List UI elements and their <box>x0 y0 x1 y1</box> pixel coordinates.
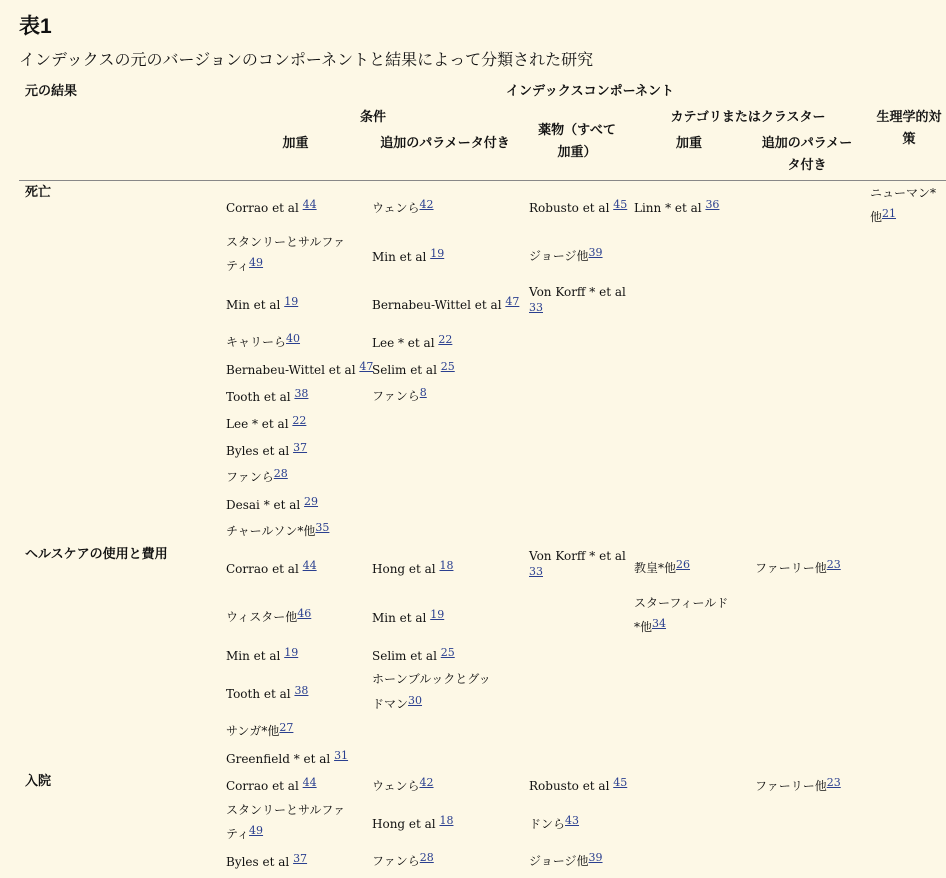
citation: キャリーら40 <box>226 332 301 349</box>
citation: Byles et al 37 <box>226 852 308 869</box>
citation: ファンら28 <box>226 467 288 484</box>
citation: Von Korff * et al <box>529 285 626 299</box>
ref-link[interactable]: 45 <box>613 198 628 211</box>
ref-link[interactable]: 38 <box>294 684 309 697</box>
citation: Min et al 19 <box>226 646 299 663</box>
header-category-weighted: 加重 <box>675 136 702 151</box>
ref-link[interactable]: 36 <box>705 198 720 211</box>
ref-link[interactable]: 37 <box>293 441 308 454</box>
ref-link[interactable]: 44 <box>302 198 317 211</box>
group-healthcare: ヘルスケアの使用と費用 <box>25 547 168 562</box>
citation: ウィスター他46 <box>226 607 312 624</box>
citation: Min et al 19 <box>372 247 445 264</box>
ref-link[interactable]: 19 <box>430 608 445 621</box>
header-drugs-2: 加重） <box>557 145 597 160</box>
ref-link[interactable]: 23 <box>826 558 841 571</box>
citation: ニューマン* <box>870 186 937 200</box>
ref-link[interactable]: 35 <box>315 521 330 534</box>
ref-link[interactable]: 30 <box>408 694 423 707</box>
ref-link[interactable]: 29 <box>304 495 319 508</box>
ref-link[interactable]: 47 <box>359 360 374 373</box>
ref-link[interactable]: 49 <box>249 824 264 837</box>
ref-link[interactable]: 33 <box>529 565 543 578</box>
citation: ファンら28 <box>372 851 434 868</box>
ref-link[interactable]: 31 <box>334 749 349 762</box>
citation: ファーリー他23 <box>755 776 841 793</box>
header-outcome: 元の結果 <box>25 84 78 99</box>
ref-link[interactable]: 43 <box>565 814 580 827</box>
citation: 他21 <box>870 207 897 224</box>
header-physiological-2: 策 <box>902 132 916 147</box>
ref-link[interactable]: 42 <box>419 776 434 789</box>
citation: Selim et al 25 <box>372 646 455 663</box>
citation: Linn * et al 36 <box>634 198 720 215</box>
citation: *他34 <box>634 617 667 634</box>
ref-link[interactable]: 44 <box>302 559 317 572</box>
ref-link[interactable]: 25 <box>440 646 455 659</box>
ref-link[interactable]: 34 <box>652 617 667 630</box>
ref-link[interactable]: 38 <box>294 387 309 400</box>
ref-link[interactable]: 22 <box>438 333 453 346</box>
ref-link[interactable]: 49 <box>249 256 264 269</box>
citation: ウェンら42 <box>372 776 434 793</box>
citation: ジョージ他39 <box>529 246 603 263</box>
citation: ファーリー他23 <box>755 558 841 575</box>
citation: Corrao et al 44 <box>226 559 317 576</box>
citation <box>529 562 543 581</box>
citation: Hong et al 18 <box>372 814 454 831</box>
header-physiological: 生理学的対 <box>876 110 942 125</box>
ref-link[interactable]: 47 <box>505 295 520 308</box>
citation: Lee * et al 22 <box>226 414 307 431</box>
citation: Tooth et al 38 <box>226 684 309 701</box>
citation: Greenfield * et al 31 <box>226 749 349 766</box>
ref-link[interactable]: 37 <box>293 852 308 865</box>
ref-link[interactable]: 33 <box>529 301 543 314</box>
ref-link[interactable]: 27 <box>279 721 294 734</box>
header-divider <box>19 180 946 181</box>
citation: スターフィールド <box>634 596 729 610</box>
ref-link[interactable]: 19 <box>284 295 299 308</box>
citation: ティ49 <box>226 824 264 841</box>
ref-link[interactable]: 19 <box>284 646 299 659</box>
header-index-components: インデックスコンポーネント <box>506 84 674 99</box>
citation: 教皇*他26 <box>634 558 691 575</box>
header-conditions-weighted: 加重 <box>282 136 309 151</box>
ref-link[interactable]: 44 <box>302 776 317 789</box>
citation: チャールソン*他35 <box>226 521 330 538</box>
citation: Corrao et al 44 <box>226 198 317 215</box>
citation: サンガ*他27 <box>226 721 294 738</box>
citation: Min et al 19 <box>226 295 299 312</box>
citation: スタンリーとサルファ <box>226 235 346 249</box>
citation: ファンら8 <box>372 386 427 403</box>
ref-link[interactable]: 28 <box>273 467 288 480</box>
header-category-params-2: タ付き <box>787 158 827 173</box>
citation <box>529 298 543 317</box>
ref-link[interactable]: 28 <box>419 851 434 864</box>
ref-link[interactable]: 42 <box>419 198 434 211</box>
citation: Tooth et al 38 <box>226 387 309 404</box>
ref-link[interactable]: 25 <box>440 360 455 373</box>
citation: Desai * et al 29 <box>226 495 319 512</box>
ref-link[interactable]: 26 <box>676 558 691 571</box>
ref-link[interactable]: 45 <box>613 776 628 789</box>
ref-link[interactable]: 40 <box>286 332 301 345</box>
citation: ドマン30 <box>372 694 423 711</box>
ref-link[interactable]: 46 <box>297 607 312 620</box>
citation: ウェンら42 <box>372 198 434 215</box>
group-mortality: 死亡 <box>25 185 52 200</box>
ref-link[interactable]: 39 <box>588 246 603 259</box>
ref-link[interactable]: 18 <box>439 814 454 827</box>
header-category-params: 追加のパラメー <box>761 136 853 151</box>
citation: ジョージ他39 <box>529 851 603 868</box>
header-category-cluster: カテゴリまたはクラスター <box>670 110 826 125</box>
ref-link[interactable]: 19 <box>430 247 445 260</box>
citation: ホーンブルックとグッ <box>372 672 491 686</box>
citation: Bernabeu-Wittel et al 47 <box>372 295 520 312</box>
citation: Bernabeu-Wittel et al 47 <box>226 360 374 377</box>
table-title: 表1 <box>19 15 52 38</box>
citation: Robusto et al 45 <box>529 198 628 215</box>
citation: スタンリーとサルファ <box>226 803 346 817</box>
ref-link[interactable]: 22 <box>292 414 307 427</box>
citation: Min et al 19 <box>372 608 445 625</box>
citation: Von Korff * et al <box>529 549 626 563</box>
group-hospitalization: 入院 <box>25 774 52 789</box>
citation: Robusto et al 45 <box>529 776 628 793</box>
citation: Byles et al 37 <box>226 441 308 458</box>
ref-link[interactable]: 8 <box>419 386 427 399</box>
citation: ティ49 <box>226 256 264 273</box>
table-caption: インデックスの元のバージョンのコンポーネントと結果によって分類された研究 <box>19 50 594 69</box>
header-drugs: 薬物（すべて <box>538 123 616 138</box>
citation: ドンら43 <box>529 814 580 831</box>
ref-link[interactable]: 18 <box>439 559 454 572</box>
header-conditions: 条件 <box>359 110 386 125</box>
ref-link[interactable]: 39 <box>588 851 603 864</box>
citation: Lee * et al 22 <box>372 333 453 350</box>
citation: Corrao et al 44 <box>226 776 317 793</box>
citation: Hong et al 18 <box>372 559 454 576</box>
ref-link[interactable]: 21 <box>882 207 897 220</box>
header-conditions-params: 追加のパラメータ付き <box>380 136 510 151</box>
ref-link[interactable]: 23 <box>826 776 841 789</box>
citation: Selim et al 25 <box>372 360 455 377</box>
